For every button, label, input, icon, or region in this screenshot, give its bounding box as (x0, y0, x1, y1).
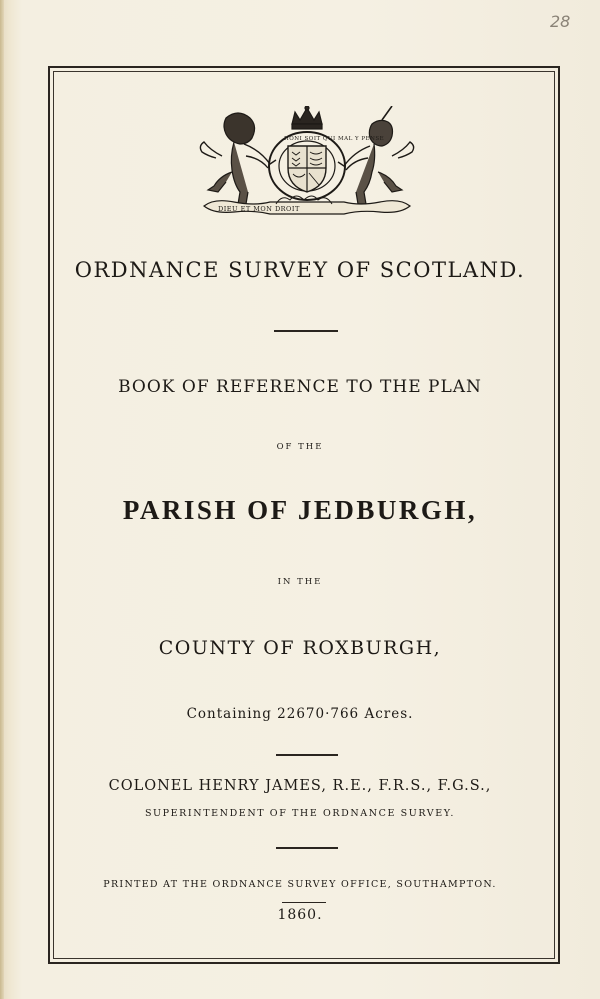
book-of-reference-heading: BOOK OF REFERENCE TO THE PLAN (118, 377, 482, 397)
acreage-text: Containing 22670·766 Acres. (186, 706, 414, 722)
county-name: COUNTY OF ROXBURGH, (158, 637, 442, 659)
author-name: COLONEL HENRY JAMES, R.E., F.R.S., F.G.S., (108, 778, 492, 794)
divider-rule (274, 330, 338, 332)
parish-name: PARISH OF JEDBURGH, (122, 495, 478, 525)
lion-supporter-icon (200, 113, 276, 204)
publication-year: 1860. (277, 907, 323, 923)
divider-rule-3 (276, 847, 338, 849)
of-the-connector: OF THE (276, 442, 324, 452)
author-title: SUPERINTENDENT OF THE ORDNANCE SURVEY. (144, 808, 456, 819)
printer-imprint: PRINTED AT THE ORDNANCE SURVEY OFFICE, SOUTHAMPTON. (103, 879, 497, 890)
unicorn-supporter-icon (338, 106, 414, 204)
crown-icon (292, 106, 322, 129)
garter-motto-text: HONI SOIT QUI MAL Y PENSE (284, 136, 385, 142)
motto-scroll-text: DIEU ET MON DROIT (218, 205, 300, 213)
in-the-connector: IN THE (277, 577, 323, 587)
year-overline (282, 902, 326, 903)
page-number: 28 (550, 12, 571, 31)
royal-coat-of-arms-icon (196, 106, 418, 218)
divider-rule-2 (276, 754, 338, 756)
document-title: ORDNANCE SURVEY OF SCOTLAND. (74, 258, 526, 282)
